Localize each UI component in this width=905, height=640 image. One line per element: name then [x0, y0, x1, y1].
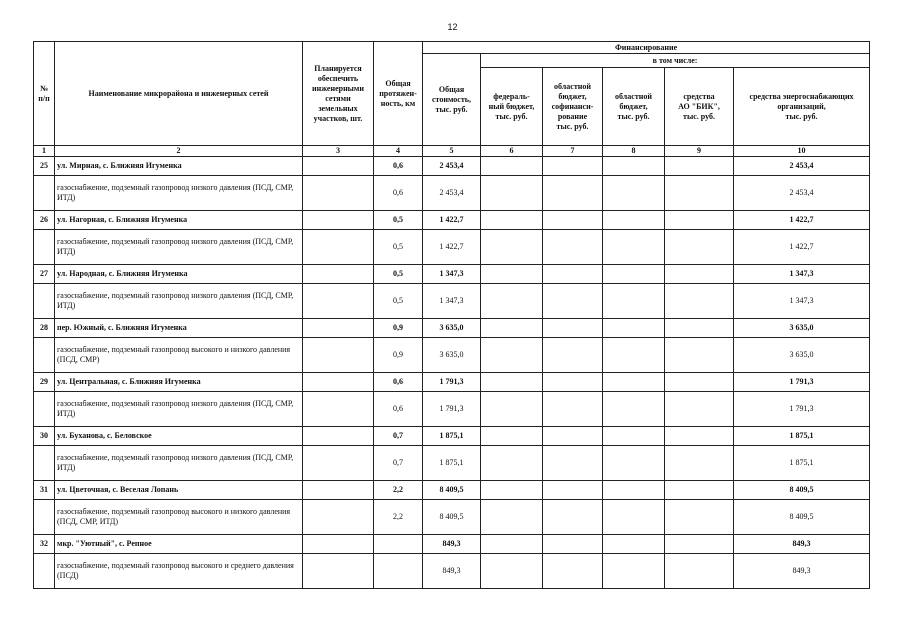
row-number: 32 [34, 535, 55, 554]
column-number: 5 [423, 146, 481, 157]
row-bik [665, 176, 734, 211]
header-financing: Финансирование [423, 42, 870, 54]
row-number [34, 446, 55, 481]
row-regional [603, 554, 665, 589]
row-regional-cofin [543, 481, 603, 500]
row-name: газоснабжение, подземный газопровод низкого давления (ПСД, СМР, ИТД) [55, 176, 303, 211]
table-row-sub [34, 446, 870, 481]
row-regional-cofin [543, 319, 603, 338]
header-cost: Общая стоимость, тыс. руб. [423, 54, 481, 146]
row-length: 2,2 [374, 481, 423, 500]
row-regional [603, 535, 665, 554]
row-cost: 1 347,3 [423, 284, 481, 319]
header-no: № п/п [34, 42, 55, 146]
row-number: 28 [34, 319, 55, 338]
row-number: 29 [34, 373, 55, 392]
table-row-main [34, 211, 870, 230]
row-regional-cofin [543, 500, 603, 535]
row-length [374, 535, 423, 554]
row-regional-cofin [543, 338, 603, 373]
row-bik [665, 373, 734, 392]
row-energy: 8 409,5 [734, 481, 870, 500]
row-length: 0,6 [374, 157, 423, 176]
row-plots [303, 446, 374, 481]
row-regional-cofin [543, 265, 603, 284]
row-regional-cofin [543, 230, 603, 265]
row-length [374, 554, 423, 589]
row-bik [665, 284, 734, 319]
row-plots [303, 392, 374, 427]
row-number: 25 [34, 157, 55, 176]
row-regional-cofin [543, 535, 603, 554]
row-length: 0,7 [374, 446, 423, 481]
row-regional [603, 446, 665, 481]
row-energy: 1 347,3 [734, 265, 870, 284]
row-federal [481, 284, 543, 319]
row-name: ул. Народная, с. Ближняя Игуменка [55, 265, 303, 284]
row-federal [481, 230, 543, 265]
row-energy: 1 422,7 [734, 230, 870, 265]
row-length: 0,9 [374, 338, 423, 373]
row-bik [665, 535, 734, 554]
row-bik [665, 319, 734, 338]
header-plots: Планируется обеспечить инженерными сетями земельных участков, шт. [303, 42, 374, 146]
row-energy: 1 875,1 [734, 446, 870, 481]
row-bik [665, 446, 734, 481]
row-federal [481, 157, 543, 176]
row-cost: 1 422,7 [423, 211, 481, 230]
row-plots [303, 373, 374, 392]
row-name: мкр. "Уютный", с. Репное [55, 535, 303, 554]
row-length: 0,6 [374, 176, 423, 211]
row-length: 0,5 [374, 284, 423, 319]
row-plots [303, 157, 374, 176]
row-regional-cofin [543, 554, 603, 589]
table-body [34, 157, 870, 589]
row-name: ул. Мирная, с. Ближняя Игуменка [55, 157, 303, 176]
header-energy: средства энергоснабжающих организаций, тыс. руб. [734, 68, 870, 146]
row-cost: 8 409,5 [423, 481, 481, 500]
row-name: газоснабжение, подземный газопровод низкого давления (ПСД, СМР, ИТД) [55, 284, 303, 319]
row-regional [603, 284, 665, 319]
table-row-sub [34, 392, 870, 427]
row-bik [665, 500, 734, 535]
row-name: газоснабжение, подземный газопровод высокого и низкого давления (ПСД, СМР, ИТД) [55, 500, 303, 535]
row-bik [665, 230, 734, 265]
table-row-sub [34, 338, 870, 373]
row-federal [481, 500, 543, 535]
row-regional [603, 230, 665, 265]
row-number [34, 500, 55, 535]
row-regional [603, 392, 665, 427]
row-number [34, 230, 55, 265]
column-number: 1 [34, 146, 55, 157]
row-federal [481, 265, 543, 284]
row-name: газоснабжение, подземный газопровод низкого давления (ПСД, СМР, ИТД) [55, 446, 303, 481]
row-length: 0,6 [374, 392, 423, 427]
row-federal [481, 446, 543, 481]
table-row-sub [34, 230, 870, 265]
financing-table [33, 41, 870, 589]
row-energy: 2 453,4 [734, 157, 870, 176]
table-row-main [34, 481, 870, 500]
table-row-main [34, 265, 870, 284]
row-regional [603, 265, 665, 284]
row-plots [303, 535, 374, 554]
row-federal [481, 392, 543, 427]
table-row-main [34, 157, 870, 176]
row-plots [303, 319, 374, 338]
row-length: 2,2 [374, 500, 423, 535]
row-energy: 3 635,0 [734, 338, 870, 373]
row-energy: 1 791,3 [734, 392, 870, 427]
table-row-sub [34, 500, 870, 535]
row-cost: 1 347,3 [423, 265, 481, 284]
row-energy: 8 409,5 [734, 500, 870, 535]
row-energy: 3 635,0 [734, 319, 870, 338]
row-plots [303, 284, 374, 319]
row-name: ул. Цветочная, с. Веселая Лопань [55, 481, 303, 500]
row-length: 0,7 [374, 427, 423, 446]
row-bik [665, 427, 734, 446]
row-bik [665, 157, 734, 176]
row-regional [603, 157, 665, 176]
row-regional-cofin [543, 176, 603, 211]
header-regional: областной бюджет, тыс. руб. [603, 68, 665, 146]
row-cost: 1 422,7 [423, 230, 481, 265]
row-number [34, 392, 55, 427]
column-number: 4 [374, 146, 423, 157]
row-number [34, 176, 55, 211]
row-energy: 1 875,1 [734, 427, 870, 446]
column-number: 8 [603, 146, 665, 157]
row-federal [481, 427, 543, 446]
column-number: 3 [303, 146, 374, 157]
row-cost: 3 635,0 [423, 319, 481, 338]
row-regional-cofin [543, 427, 603, 446]
header-length: Общая протяжен- ность, км [374, 42, 423, 146]
row-federal [481, 319, 543, 338]
row-number [34, 554, 55, 589]
column-numbers-row [34, 146, 870, 157]
row-regional [603, 427, 665, 446]
row-regional [603, 211, 665, 230]
row-number: 31 [34, 481, 55, 500]
row-bik [665, 392, 734, 427]
row-bik [665, 338, 734, 373]
row-regional-cofin [543, 284, 603, 319]
row-regional [603, 373, 665, 392]
table-row-main [34, 373, 870, 392]
row-plots [303, 265, 374, 284]
column-number: 7 [543, 146, 603, 157]
row-name: пер. Южный, с. Ближняя Игуменка [55, 319, 303, 338]
row-energy: 1 422,7 [734, 211, 870, 230]
row-cost: 3 635,0 [423, 338, 481, 373]
row-name: газоснабжение, подземный газопровод низкого давления (ПСД, СМР, ИТД) [55, 230, 303, 265]
page-number: 12 [447, 22, 458, 32]
row-name: ул. Буханова, с. Беловское [55, 427, 303, 446]
row-plots [303, 230, 374, 265]
column-number: 2 [55, 146, 303, 157]
row-name: ул. Центральная, с. Ближняя Игуменка [55, 373, 303, 392]
row-plots [303, 211, 374, 230]
table-row-sub [34, 176, 870, 211]
row-number: 30 [34, 427, 55, 446]
row-federal [481, 535, 543, 554]
table-row-main [34, 427, 870, 446]
row-regional-cofin [543, 392, 603, 427]
row-energy: 849,3 [734, 554, 870, 589]
row-length: 0,5 [374, 230, 423, 265]
row-cost: 2 453,4 [423, 176, 481, 211]
row-cost: 2 453,4 [423, 157, 481, 176]
header-name: Наименование микрорайона и инженерных сетей [55, 42, 303, 146]
row-energy: 1 791,3 [734, 373, 870, 392]
row-regional [603, 500, 665, 535]
row-plots [303, 481, 374, 500]
row-cost: 1 875,1 [423, 427, 481, 446]
row-regional [603, 319, 665, 338]
table-row-main [34, 319, 870, 338]
row-cost: 1 875,1 [423, 446, 481, 481]
row-name: газоснабжение, подземный газопровод низкого давления (ПСД, СМР, ИТД) [55, 392, 303, 427]
row-energy: 2 453,4 [734, 176, 870, 211]
row-federal [481, 338, 543, 373]
row-cost: 8 409,5 [423, 500, 481, 535]
row-plots [303, 500, 374, 535]
row-regional [603, 338, 665, 373]
row-regional [603, 176, 665, 211]
row-number [34, 284, 55, 319]
row-name: газоснабжение, подземный газопровод высокого и среднего давления (ПСД) [55, 554, 303, 589]
row-number: 26 [34, 211, 55, 230]
row-energy: 849,3 [734, 535, 870, 554]
header-regional-cofin: областной бюджет, софинанси- рование тыс. руб. [543, 68, 603, 146]
row-length: 0,6 [374, 373, 423, 392]
header-including: в том числе: [481, 54, 870, 68]
table-row-main [34, 535, 870, 554]
header-bik: средства АО "БИК", тыс. руб. [665, 68, 734, 146]
row-plots [303, 338, 374, 373]
row-number: 27 [34, 265, 55, 284]
table-row-sub [34, 554, 870, 589]
row-bik [665, 481, 734, 500]
row-regional-cofin [543, 157, 603, 176]
row-cost: 1 791,3 [423, 392, 481, 427]
row-bik [665, 554, 734, 589]
row-regional-cofin [543, 446, 603, 481]
row-length: 0,9 [374, 319, 423, 338]
row-length: 0,5 [374, 211, 423, 230]
row-cost: 849,3 [423, 554, 481, 589]
column-number: 9 [665, 146, 734, 157]
row-energy: 1 347,3 [734, 284, 870, 319]
row-regional-cofin [543, 373, 603, 392]
row-name: газоснабжение, подземный газопровод высокого и низкого давления (ПСД, СМР) [55, 338, 303, 373]
row-cost: 849,3 [423, 535, 481, 554]
table-row-sub [34, 284, 870, 319]
column-number: 6 [481, 146, 543, 157]
row-bik [665, 211, 734, 230]
row-cost: 1 791,3 [423, 373, 481, 392]
row-federal [481, 554, 543, 589]
row-name: ул. Нагорная, с. Ближняя Игуменка [55, 211, 303, 230]
row-regional-cofin [543, 211, 603, 230]
header-federal: федераль- ный бюджет, тыс. руб. [481, 68, 543, 146]
row-federal [481, 373, 543, 392]
row-bik [665, 265, 734, 284]
row-length: 0,5 [374, 265, 423, 284]
row-regional [603, 481, 665, 500]
row-number [34, 338, 55, 373]
row-plots [303, 554, 374, 589]
row-federal [481, 481, 543, 500]
row-federal [481, 211, 543, 230]
row-plots [303, 176, 374, 211]
row-federal [481, 176, 543, 211]
row-plots [303, 427, 374, 446]
column-number: 10 [734, 146, 870, 157]
